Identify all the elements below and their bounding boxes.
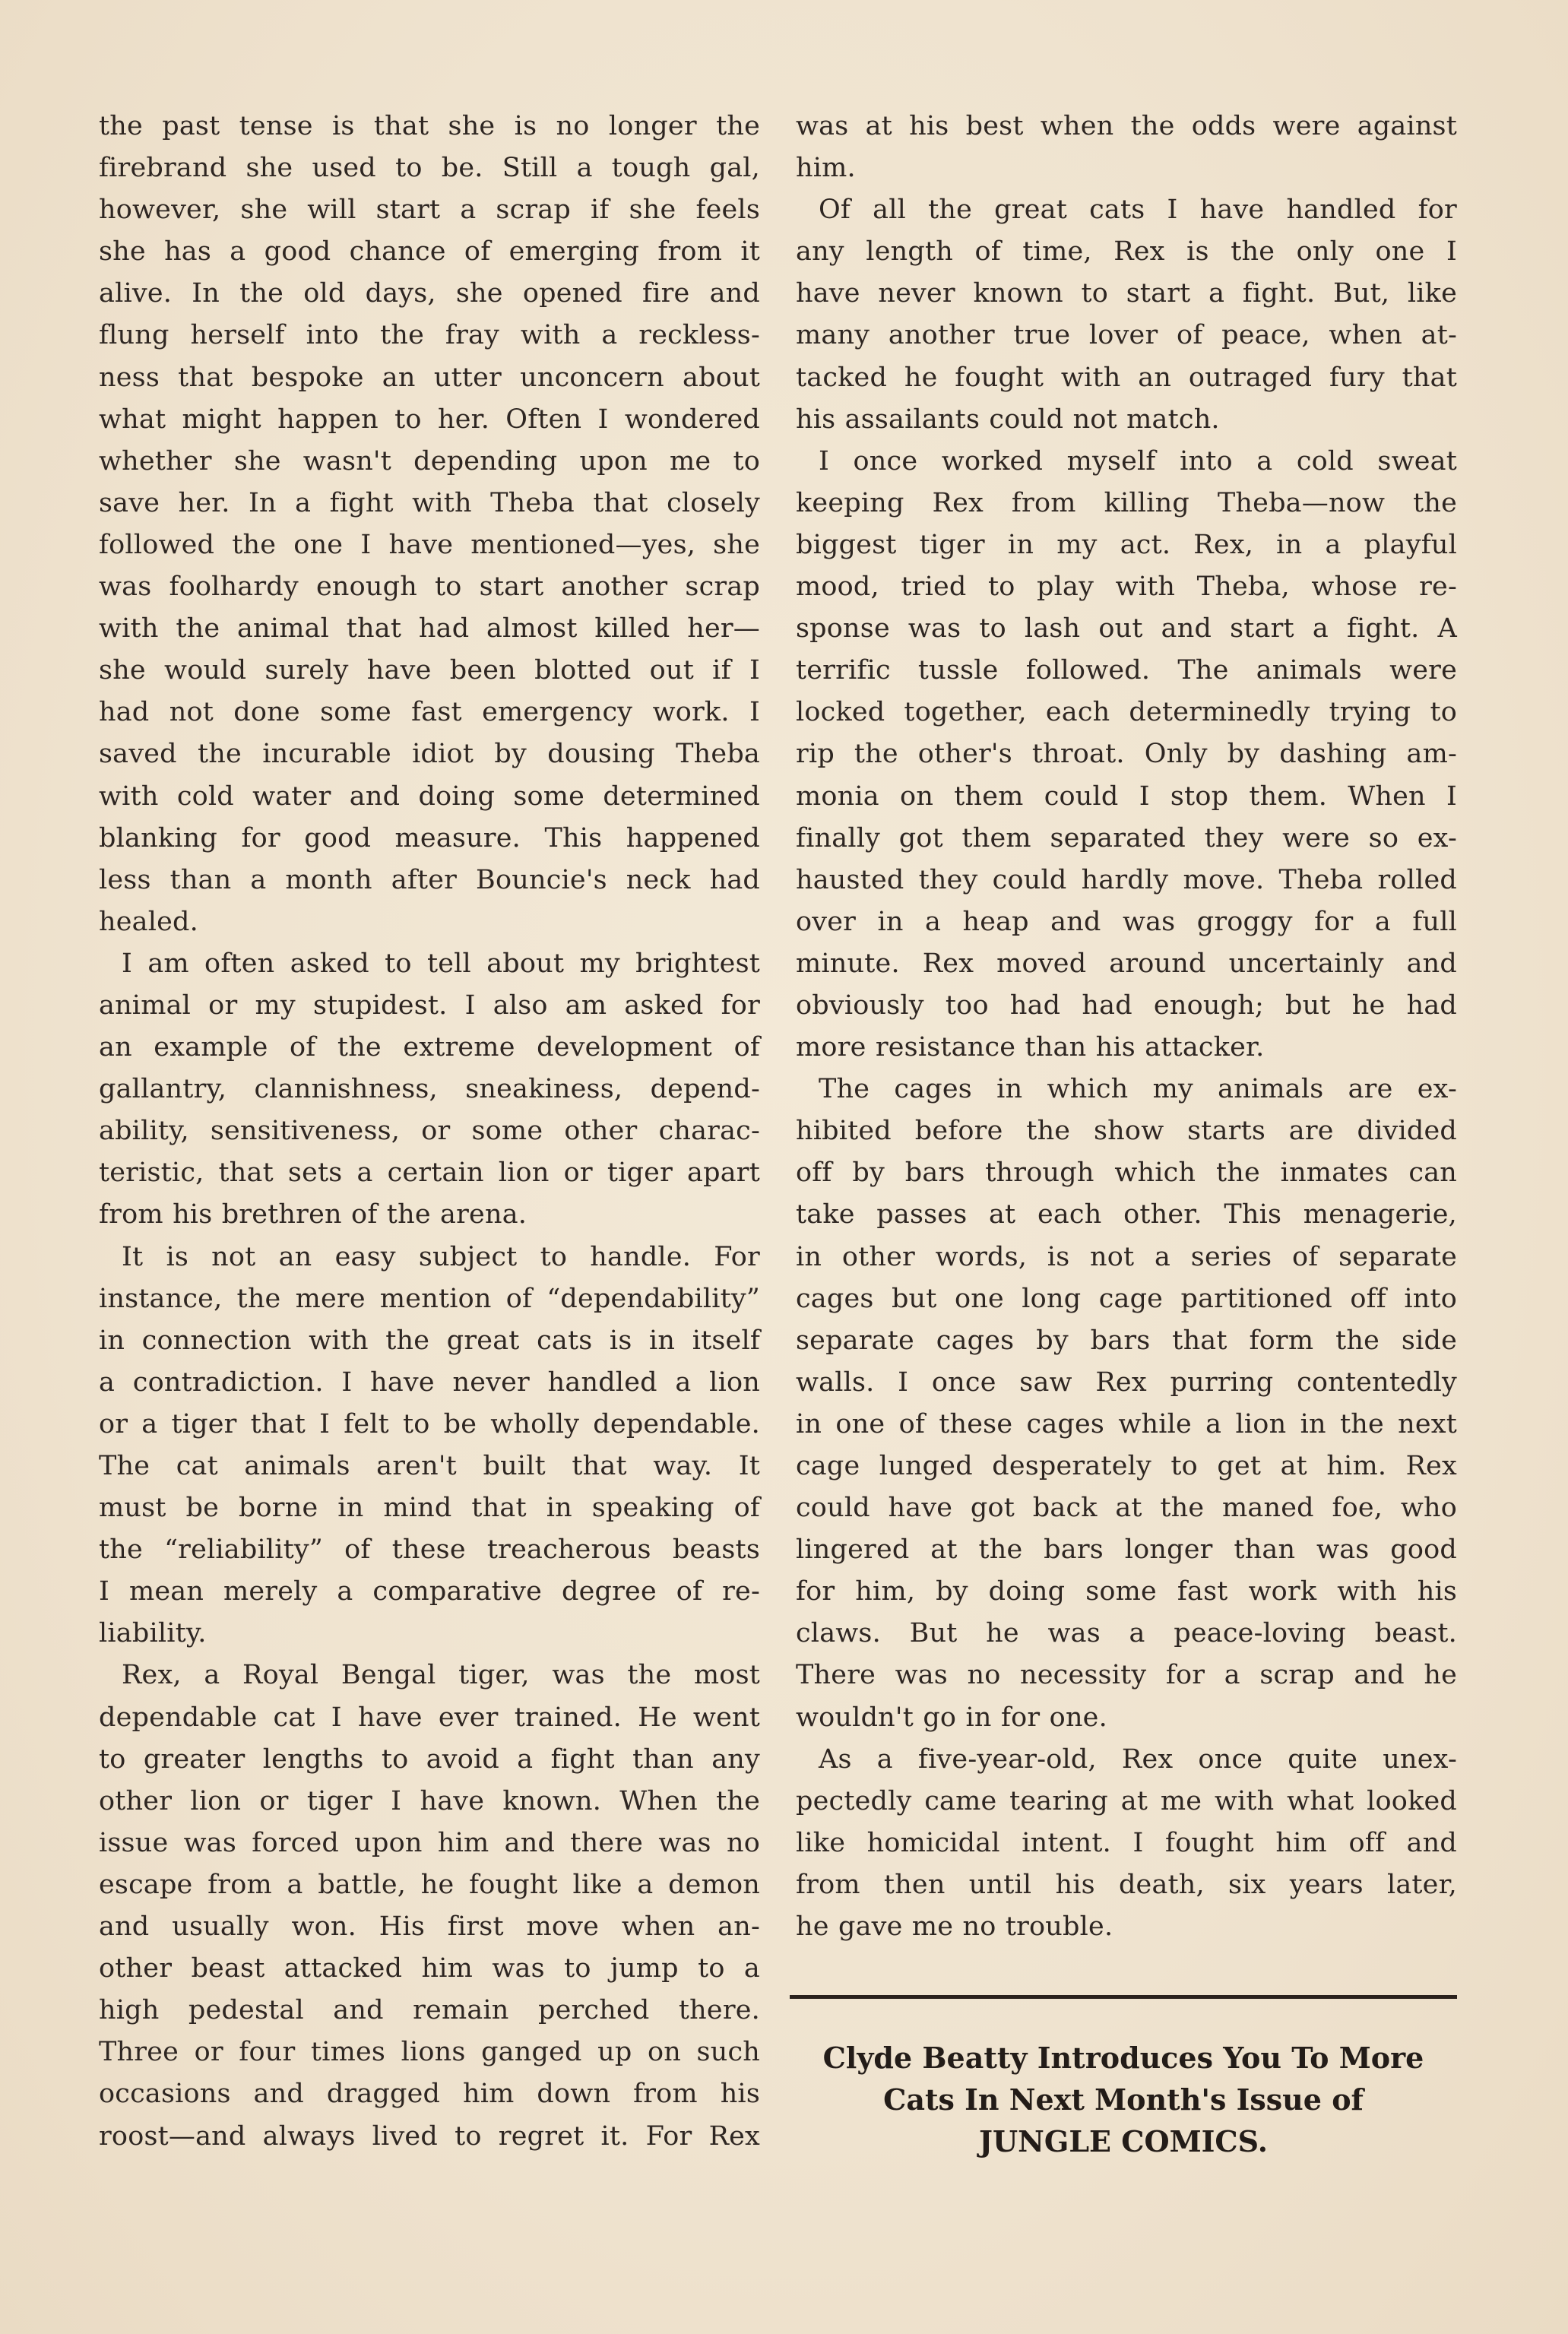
text-line: was foolhardy enough to start another scrap bbox=[99, 572, 760, 603]
text-line: and usually won. His first move when an- bbox=[99, 1911, 760, 1943]
text-line: followed the one I have mentioned—yes, she bbox=[99, 529, 760, 560]
text-line: save her. In a fight with Theba that closely bbox=[99, 487, 760, 518]
text-line: biggest tiger in my act. Rex, in a playful bbox=[796, 529, 1457, 560]
text-line: she would surely have been blotted out if I bbox=[99, 655, 760, 686]
text-line: teristic, that sets a certain lion or tiger apart bbox=[99, 1157, 760, 1189]
paragraph bbox=[796, 441, 1457, 1069]
text-line: in other words, is not a series of separate bbox=[796, 1241, 1457, 1272]
text-line: an example of the extreme development of bbox=[99, 1032, 760, 1063]
text-line: healed. bbox=[99, 906, 198, 937]
text-line: tacked he fought with an outraged fury that bbox=[796, 362, 1457, 393]
text-line: for him, by doing some fast work with his bbox=[796, 1576, 1457, 1607]
text-line: liability. bbox=[99, 1618, 207, 1649]
text-line: however, she will start a scrap if she feels bbox=[99, 195, 760, 226]
article-column-right bbox=[796, 106, 1457, 1948]
text-line: with the animal that had almost killed her— bbox=[99, 613, 760, 644]
announcement-line: JUNGLE COMICS. bbox=[979, 2124, 1268, 2158]
text-line: occasions and dragged him down from his bbox=[99, 2079, 760, 2110]
text-line: locked together, each determinedly trying to bbox=[796, 697, 1457, 728]
text-line: from then until his death, six years later, bbox=[796, 1869, 1457, 1900]
paragraph bbox=[99, 1237, 760, 1655]
text-line: a contradiction. I have never handled a lion bbox=[99, 1367, 760, 1398]
text-line: in one of these cages while a lion in the next bbox=[796, 1408, 1457, 1439]
text-line: blanking for good measure. This happened bbox=[99, 822, 760, 853]
text-line: like homicidal intent. I fought him off and bbox=[796, 1827, 1457, 1858]
text-line: wouldn't go in for one. bbox=[796, 1702, 1107, 1733]
text-line: less than a month after Bouncie's neck had bbox=[99, 864, 760, 895]
text-line: monia on them could I stop them. When I bbox=[796, 781, 1457, 812]
text-line: sponse was to lash out and start a fight. A bbox=[796, 613, 1457, 644]
text-line: hibited before the show starts are divided bbox=[796, 1116, 1457, 1147]
text-line: Three or four times lions ganged up on such bbox=[99, 2037, 760, 2068]
paragraph bbox=[99, 106, 760, 943]
text-line: over in a heap and was groggy for a full bbox=[796, 906, 1457, 937]
text-line: from his brethren of the arena. bbox=[99, 1199, 527, 1230]
text-line: escape from a battle, he fought like a demon bbox=[99, 1869, 760, 1900]
paragraph bbox=[796, 189, 1457, 441]
paragraph bbox=[796, 1739, 1457, 1948]
text-line: take passes at each other. This menagerie, bbox=[796, 1199, 1457, 1230]
text-line: The cat animals aren't built that way. It bbox=[99, 1451, 760, 1481]
text-line: Of all the great cats I have handled for bbox=[819, 195, 1457, 226]
text-line: in connection with the great cats is in itself bbox=[99, 1325, 760, 1356]
text-line: alive. In the old days, she opened fire and bbox=[99, 278, 760, 309]
text-line: I am often asked to tell about my brightest bbox=[122, 948, 760, 979]
text-line: hausted they could hardly move. Theba rolled bbox=[796, 864, 1457, 895]
text-line: she has a good chance of emerging from it bbox=[99, 236, 760, 268]
text-line: instance, the mere mention of “dependability” bbox=[99, 1283, 760, 1314]
text-line: many another true lover of peace, when at- bbox=[796, 320, 1457, 351]
text-line: him. bbox=[796, 153, 856, 184]
text-line: ability, sensitiveness, or some other charac- bbox=[99, 1116, 760, 1147]
text-line: more resistance than his attacker. bbox=[796, 1032, 1265, 1063]
paragraph bbox=[796, 106, 1457, 189]
text-line: cages but one long cage partitioned off into bbox=[796, 1283, 1457, 1314]
text-line: ness that bespoke an utter unconcern about bbox=[99, 362, 760, 393]
text-line: must be borne in mind that in speaking of bbox=[99, 1493, 760, 1524]
text-line: the “reliability” of these treacherous beasts bbox=[99, 1534, 760, 1566]
text-line: other beast attacked him was to jump to a bbox=[99, 1953, 760, 1984]
text-line: have never known to start a fight. But, like bbox=[796, 278, 1457, 309]
text-line: could have got back at the maned foe, who bbox=[796, 1493, 1457, 1524]
text-line: was at his best when the odds were against bbox=[796, 111, 1457, 141]
text-line: had not done some fast emergency work. I bbox=[99, 697, 760, 728]
text-line: to greater lengths to avoid a fight than any bbox=[99, 1743, 760, 1775]
paragraph bbox=[796, 1069, 1457, 1739]
text-line: with cold water and doing some determined bbox=[99, 781, 760, 812]
article-column-left bbox=[99, 106, 760, 2158]
text-line: claws. But he was a peace-loving beast. bbox=[796, 1618, 1457, 1649]
text-line: rip the other's throat. Only by dashing am- bbox=[796, 739, 1457, 770]
section-divider bbox=[790, 1995, 1457, 1999]
text-line: his assailants could not match. bbox=[796, 404, 1220, 435]
text-line: walls. I once saw Rex purring contentedly bbox=[796, 1367, 1457, 1398]
text-line: I mean merely a comparative degree of re- bbox=[99, 1576, 760, 1607]
text-line: issue was forced upon him and there was no bbox=[99, 1827, 760, 1858]
text-line: lingered at the bars longer than was good bbox=[796, 1534, 1457, 1566]
text-line: obviously too had had enough; but he had bbox=[796, 990, 1457, 1021]
text-line: dependable cat I have ever trained. He went bbox=[99, 1702, 760, 1733]
text-line: keeping Rex from killing Theba—now the bbox=[796, 487, 1457, 518]
announcement-line: Cats In Next Month's Issue of bbox=[883, 2082, 1364, 2117]
text-line: saved the incurable idiot by dousing Theba bbox=[99, 739, 760, 770]
text-line: or a tiger that I felt to be wholly dependable. bbox=[99, 1408, 760, 1439]
paragraph bbox=[99, 943, 760, 1237]
text-line: the past tense is that she is no longer the bbox=[99, 111, 760, 141]
text-line: off by bars through which the inmates can bbox=[796, 1157, 1457, 1189]
text-line: other lion or tiger I have known. When the bbox=[99, 1785, 760, 1816]
text-line: pectedly came tearing at me with what looked bbox=[796, 1785, 1457, 1816]
text-line: animal or my stupidest. I also am asked for bbox=[99, 990, 760, 1021]
text-line: roost—and always lived to regret it. For Rex bbox=[99, 2120, 760, 2152]
text-line: what might happen to her. Often I wondered bbox=[99, 404, 760, 435]
text-line: I once worked myself into a cold sweat bbox=[819, 445, 1457, 477]
text-line: minute. Rex moved around uncertainly and bbox=[796, 948, 1457, 979]
announcement-line: Clyde Beatty Introduces You To More bbox=[822, 2041, 1424, 2075]
text-line: It is not an easy subject to handle. For bbox=[122, 1241, 760, 1272]
text-line: There was no necessity for a scrap and he bbox=[796, 1660, 1457, 1691]
paragraph bbox=[99, 1655, 760, 2157]
text-line: firebrand she used to be. Still a tough gal, bbox=[99, 153, 760, 184]
text-line: flung herself into the fray with a reckless- bbox=[99, 320, 760, 351]
text-line: The cages in which my animals are ex- bbox=[819, 1074, 1457, 1105]
text-line: As a five-year-old, Rex once quite unex- bbox=[819, 1743, 1457, 1775]
next-issue-announcement bbox=[790, 2037, 1457, 2162]
text-line: any length of time, Rex is the only one I bbox=[796, 236, 1457, 268]
text-line: cage lunged desperately to get at him. Rex bbox=[796, 1451, 1457, 1481]
text-line: he gave me no trouble. bbox=[796, 1911, 1113, 1943]
text-line: high pedestal and remain perched there. bbox=[99, 1995, 760, 2026]
text-line: gallantry, clannishness, sneakiness, depend- bbox=[99, 1074, 760, 1105]
text-line: whether she wasn't depending upon me to bbox=[99, 445, 760, 477]
text-line: mood, tried to play with Theba, whose re- bbox=[796, 572, 1457, 603]
text-line: Rex, a Royal Bengal tiger, was the most bbox=[122, 1660, 760, 1691]
text-line: terrific tussle followed. The animals were bbox=[796, 655, 1457, 686]
text-line: separate cages by bars that form the side bbox=[796, 1325, 1457, 1356]
text-line: finally got them separated they were so ex- bbox=[796, 822, 1457, 853]
